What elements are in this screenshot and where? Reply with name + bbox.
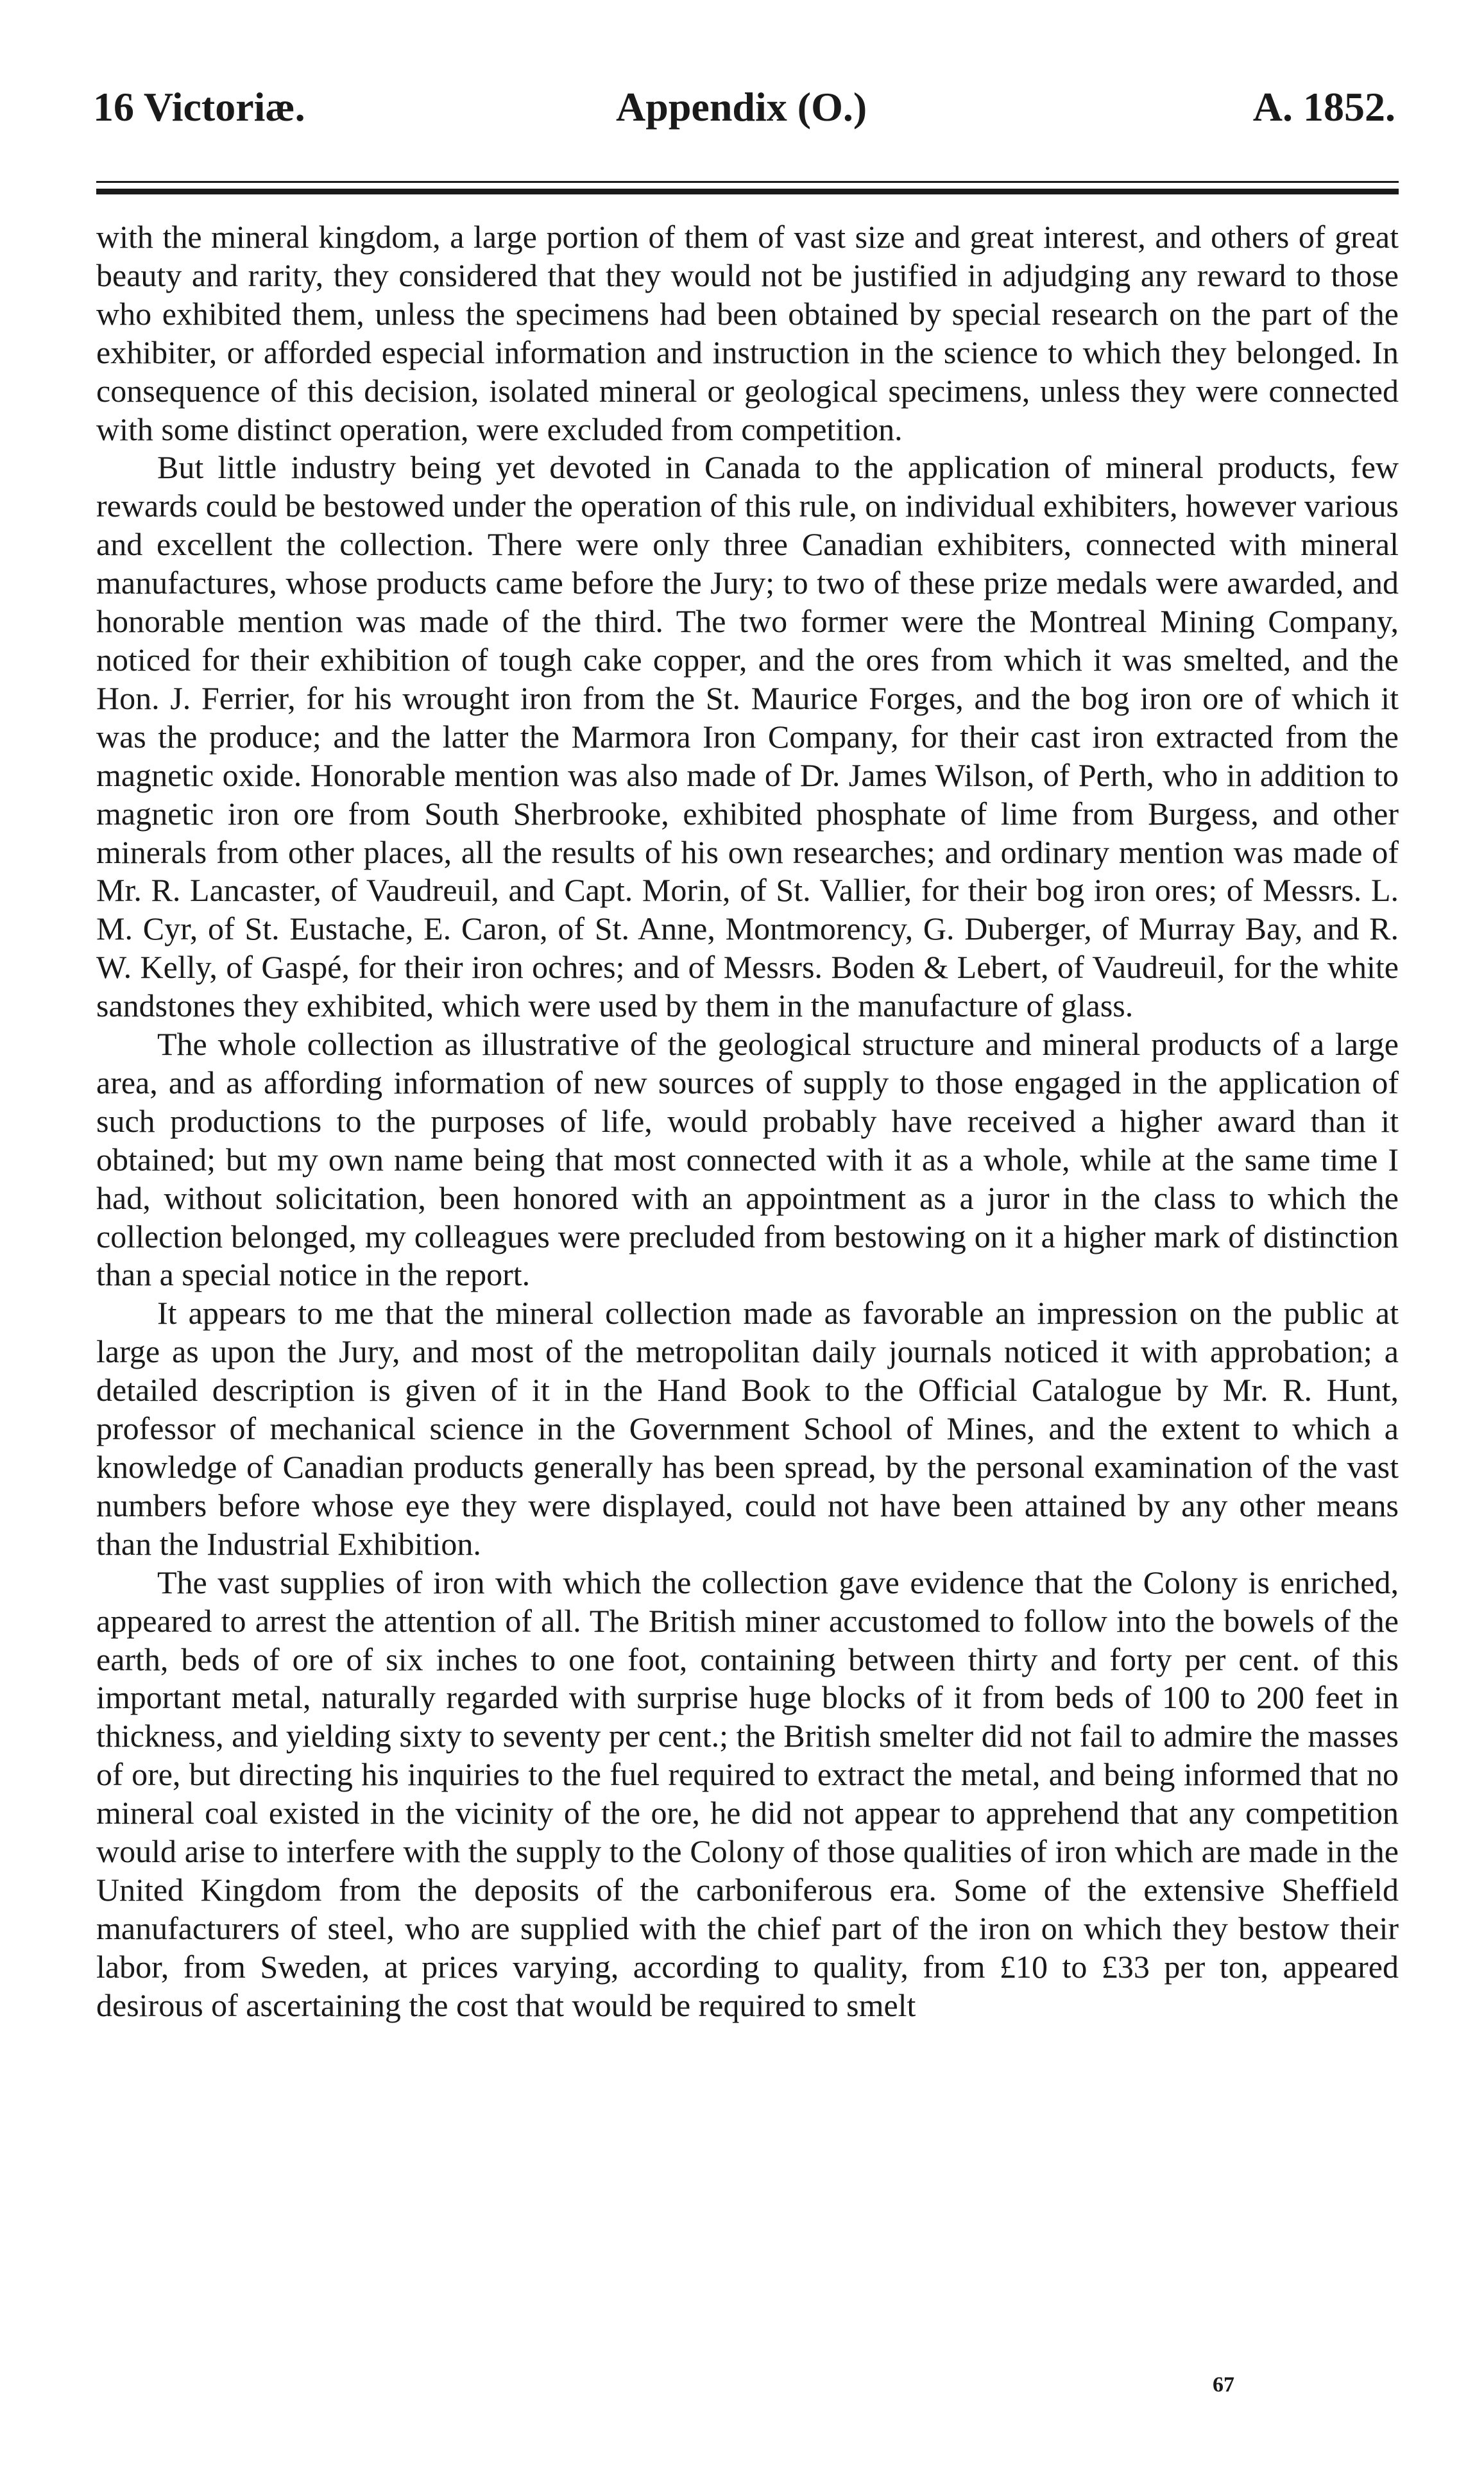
running-header	[93, 83, 1395, 148]
paragraph-impression: It appears to me that the mineral collection made as favorable an impression on the public at large as upon the Jury, and most of the metropolitan daily journals noticed it with approbation; a detailed description is given of it in the Hand Book to the Official Catalogue by Mr. R. Hunt, professor of mechanical science in the Government School of Mines, and the extent to which a knowledge of Canadian products generally has been spread, by the personal examination of the vast numbers before whose eye they were displayed, could not have been attained by any other means than the Industrial Exhibition.	[96, 1295, 1399, 1562]
body-text	[96, 218, 1399, 2336]
paragraph-continued: with the mineral kingdom, a large portion of them of vast size and great interest, and others of great beauty and rarity, they considered that they would not be justified in adjudging any reward to those who exhibited them, unless the specimens had been obtained by special research on the part of the exhibiter, or afforded especial information and instruction in the science to which they belonged. In consequence of this decision, isolated mineral or geological specimens, unless they were connected with some distinct operation, were excluded from competition.	[96, 219, 1399, 447]
page-folio: 67	[1213, 2373, 1234, 2397]
header-session: 16 Victoriæ.	[93, 84, 305, 130]
paragraph-exhibiters: But little industry being yet devoted in Canada to the application of mineral products, few rewards could be bestowed under the operation of this rule, on individual exhibiters, however various and excellent the collection. There were only three Canadian exhibiters, connected with mineral manufactures, whose products came before the Jury; to two of these prize medals were awarded, and honorable mention was made of the third. The two former were the Montreal Mining Company, noticed for their exhibition of tough cake copper, and the ores from which it was smelted, and the Hon. J. Ferrier, for his wrought iron from the St. Maurice Forges, and the bog iron ore of which it was the produce; and the latter the Marmora Iron Company, for their cast iron extracted from the magnetic oxide. Honorable mention was also made of Dr. James Wilson, of Perth, who in addition to magnetic iron ore from South Sherbrooke, exhibited phosphate of lime from Burgess, and other minerals from other places, all the results of his own researches; and ordinary mention was made of Mr. R. Lancaster, of Vaudreuil, and Capt. Morin, of St. Vallier, for their bog iron ores; of Messrs. L. M. Cyr, of St. Eustache, E. Caron, of St. Anne, Montmorency, G. Duberger, of Murray Bay, and R. W. Kelly, of Gaspé, for their iron ochres; and of Messrs. Boden & Lebert, of Vaudreuil, for the white sandstones they exhibited, which were used by them in the manufacture of glass.	[96, 449, 1399, 1024]
header-year: A. 1852.	[1252, 84, 1395, 130]
header-appendix: Appendix (O.)	[616, 84, 867, 130]
header-rule-thin	[96, 181, 1399, 183]
header-rule-thick	[96, 189, 1399, 194]
paragraph-iron-supplies: The vast supplies of iron with which the collection gave evidence that the Colony is enriched, appeared to arrest the attention of all. The British miner accustomed to follow into the bowels of the earth, beds of ore of six inches to one foot, containing between thirty and forty per cent. of this important metal, naturally regarded with surprise huge blocks of it from beds of 100 to 200 feet in thickness, and yielding sixty to seventy per cent.; the British smelter did not fail to admire the masses of ore, but directing his inquiries to the fuel required to extract the metal, and being informed that no mineral coal existed in the vicinity of the ore, he did not appear to apprehend that any competition would arise to interfere with the supply to the Colony of those qualities of iron which are made in the United Kingdom from the deposits of the carboniferous era. Some of the extensive Sheffield manufacturers of steel, who are supplied with the chief part of the iron on which they bestow their labor, from Sweden, at prices varying, according to quality, from £10 to £33 per ton, appeared desirous of ascertaining the cost that would be required to smelt	[96, 1564, 1399, 2023]
paragraph-collection: The whole collection as illustrative of the geological structure and mineral products of a large area, and as affording information of new sources of supply to those engaged in the application of such productions to the purposes of life, would probably have received a higher award than it obtained; but my own name being that most connected with it as a whole, while at the same time I had, without solicitation, been honored with an appointment as a juror in the class to which the collection belonged, my colleagues were precluded from bestowing on it a higher mark of distinction than a special notice in the report.	[96, 1026, 1399, 1293]
